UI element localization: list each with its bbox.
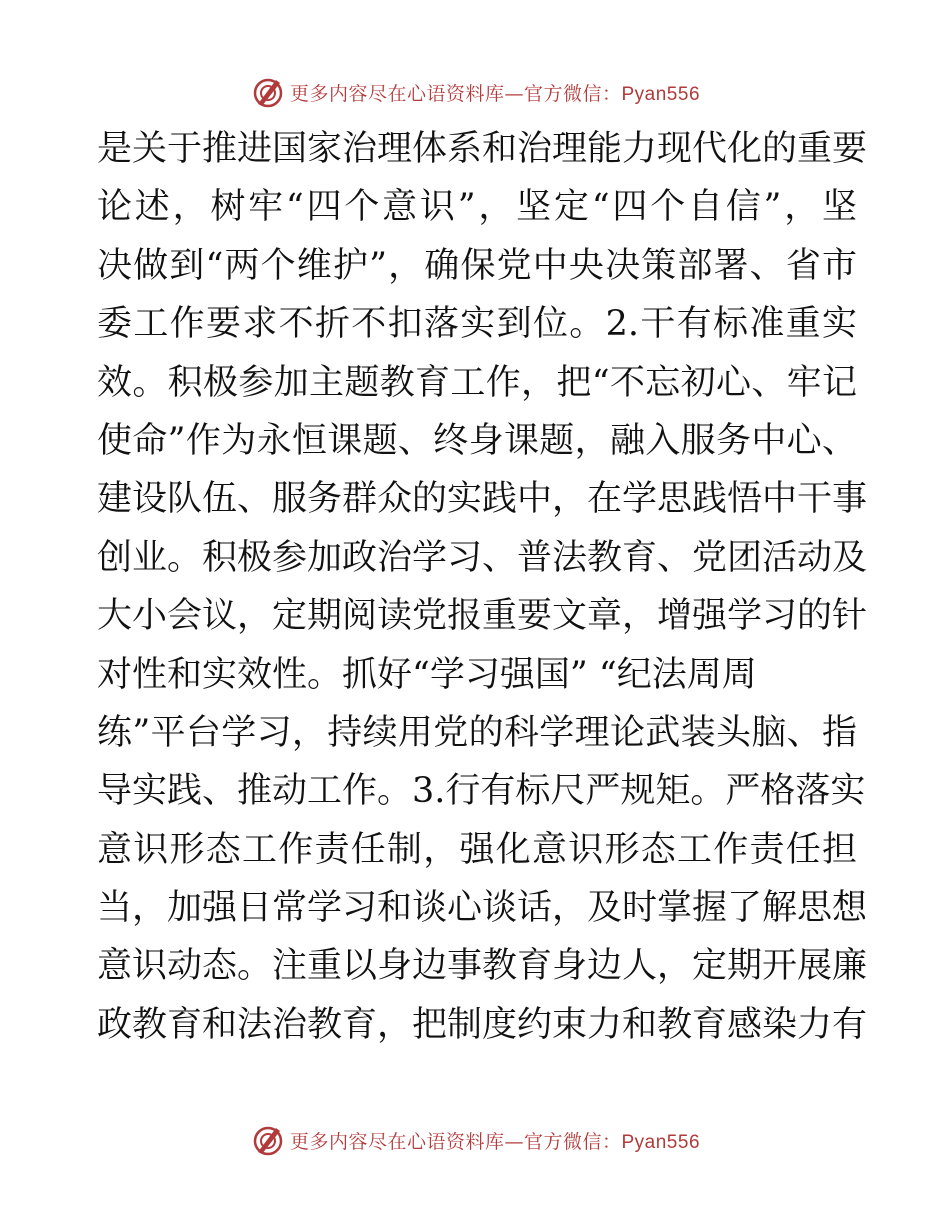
text-line: 建设队伍、服务群众的实践中，在学思践悟中干事 <box>97 479 868 520</box>
text-line: 决做到“两个维护”，确保党中央决策部署、省市 <box>97 245 857 286</box>
document-body <box>97 120 868 1054</box>
text-line: 创业。积极参加政治学习、普法教育、党团活动及 <box>97 537 868 578</box>
watermark-text: 更多内容尽在心语资料库—官方微信：Pyan556 <box>289 82 701 105</box>
pen-circle-logo-icon <box>250 74 286 110</box>
header-watermark <box>0 72 950 112</box>
watermark-text: 更多内容尽在心语资料库—官方微信：Pyan556 <box>289 1130 701 1153</box>
footer-watermark <box>0 1120 950 1160</box>
text-line: 论述，树牢“四个意识”，坚定“四个自信”，坚 <box>97 187 857 228</box>
text-line: 政教育和法治教育，把制度约束力和教育感染力有 <box>97 1004 868 1045</box>
wechat-id: Pyan556 <box>621 1131 701 1153</box>
text-line: 导实践、推动工作。3.行有标尺严规矩。严格落实 <box>97 771 866 812</box>
text-line: 委工作要求不折不扣落实到位。2.干有标准重实 <box>97 304 857 345</box>
text-line: 意识动态。注重以身边事教育身边人，定期开展廉 <box>97 946 868 987</box>
text-line: 使命”作为永恒课题、终身课题，融入服务中心、 <box>97 420 857 461</box>
text-line: 效。积极参加主题教育工作，把“不忘初心、牢记 <box>97 362 857 403</box>
text-line: 对性和实效性。抓好“学习强国” “纪法周周 <box>97 654 757 695</box>
text-line: 意识形态工作责任制，强化意识形态工作责任担 <box>97 829 857 870</box>
wechat-id: Pyan556 <box>621 83 701 105</box>
text-line: 练”平台学习，持续用党的科学理论武装头脑、指 <box>97 712 857 753</box>
text-line: 当，加强日常学习和谈心谈话，及时掌握了解思想 <box>97 888 868 929</box>
text-line: 大小会议，定期阅读党报重要文章，增强学习的针 <box>97 596 868 637</box>
pen-circle-logo-icon <box>250 1122 286 1158</box>
text-line: 是关于推进国家治理体系和治理能力现代化的重要 <box>97 129 868 169</box>
